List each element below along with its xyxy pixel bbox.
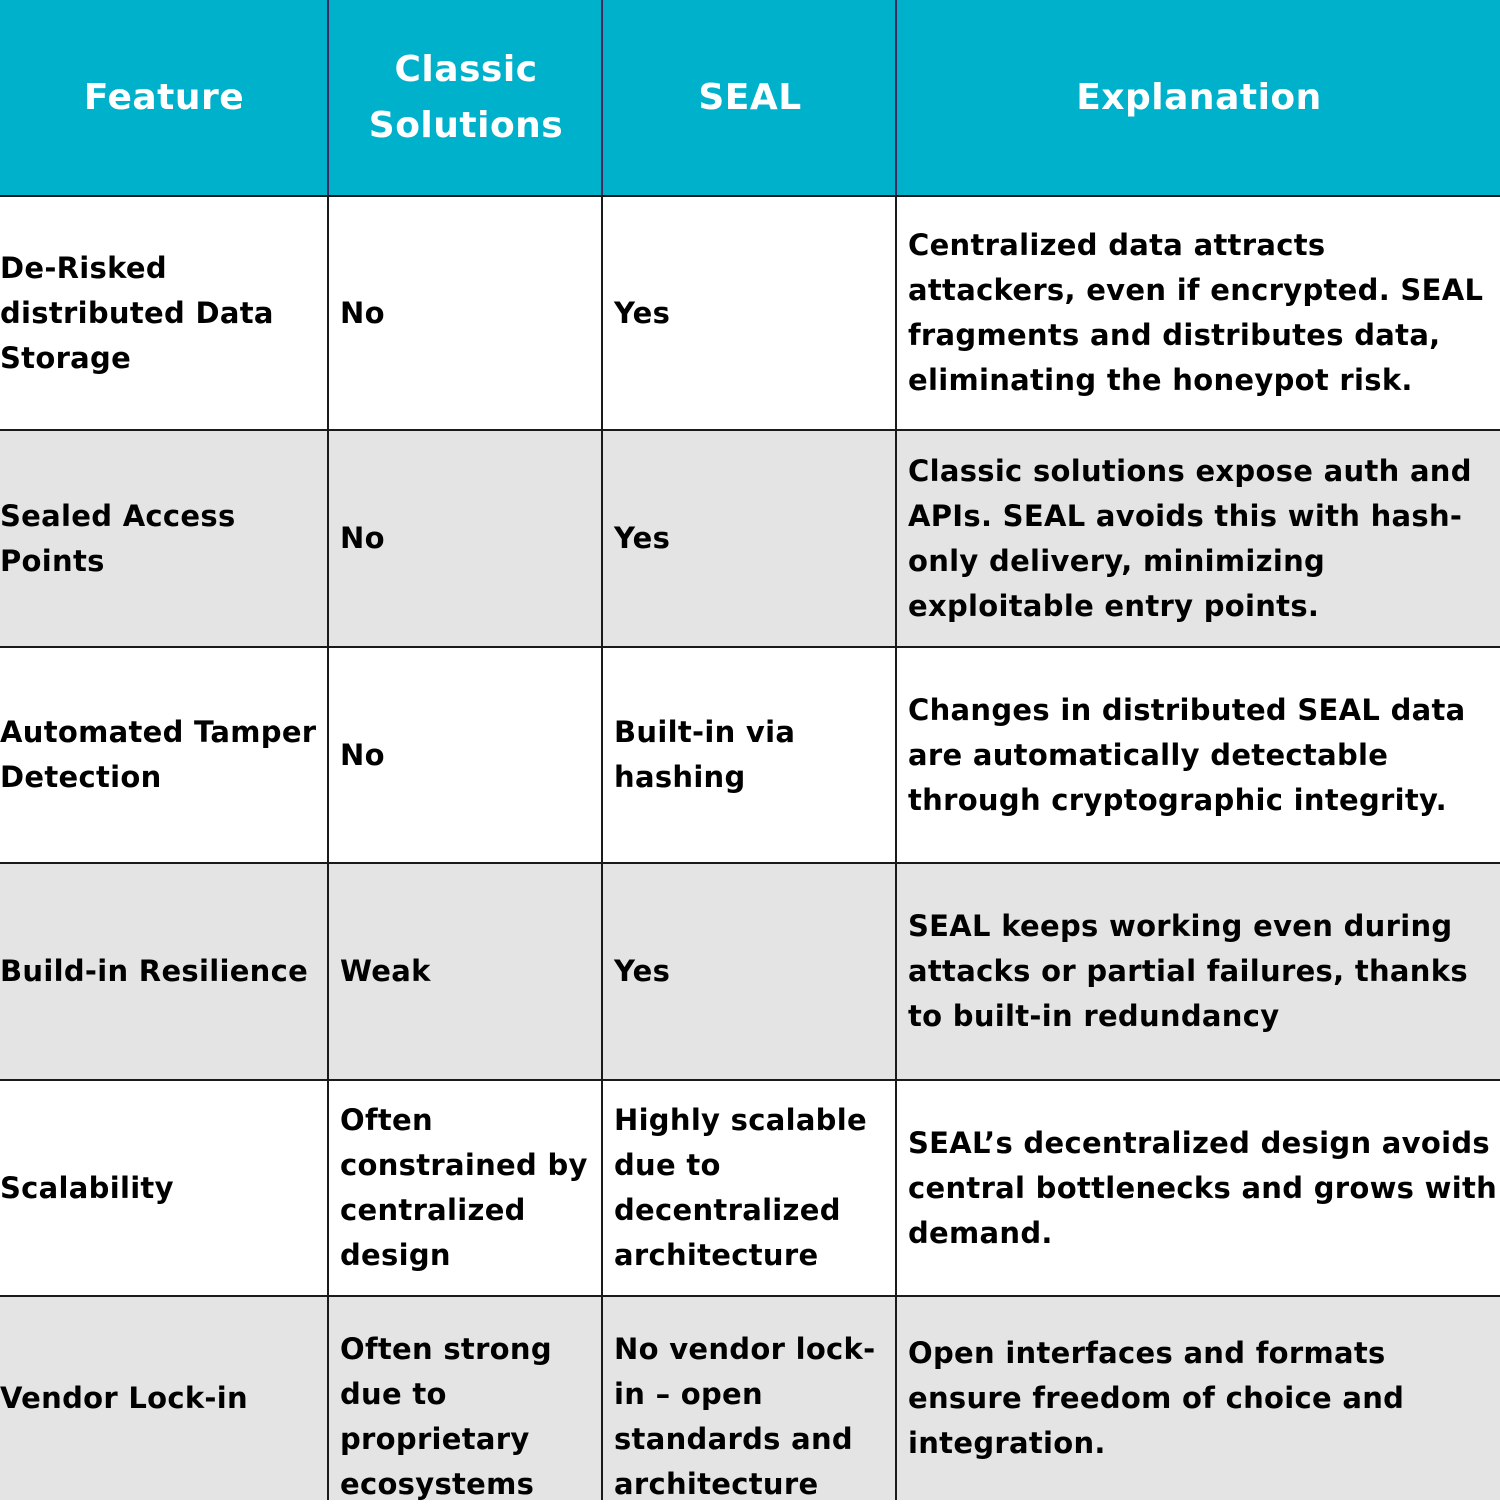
header-seal: SEAL	[698, 76, 802, 118]
explanation-cell: Changes in distributed SEAL data are automatically detectable through cryptographic integrity.	[908, 692, 1466, 817]
explanation-cell: SEAL keeps working even during attacks or partial failures, thanks to built-in redundancy	[908, 909, 1468, 1033]
column-divider	[601, 195, 603, 1500]
explanation-cell: Open interfaces and formats ensure freedom of choice and integration.	[908, 1336, 1405, 1460]
classic-cell: No	[340, 521, 385, 555]
header-divider	[327, 0, 329, 195]
explanation-cell: SEAL’s decentralized design avoids central bottlenecks and grows with demand.	[908, 1125, 1498, 1250]
header-classic-solutions: Classic Solutions	[368, 48, 564, 146]
column-divider	[327, 195, 329, 1500]
feature-cell: Sealed Access Points	[0, 498, 236, 578]
header-divider	[895, 0, 897, 195]
table-row	[0, 431, 1500, 646]
feature-cell: Automated Tamper Detection	[0, 715, 317, 794]
row-divider	[0, 1079, 1500, 1081]
header-feature: Feature	[83, 76, 245, 118]
seal-cell: Highly scalable due to decentralized architecture	[614, 1103, 867, 1272]
classic-cell: No	[340, 295, 385, 330]
header-explanation: Explanation	[1076, 76, 1322, 118]
row-divider	[0, 1295, 1500, 1297]
explanation-cell: Centralized data attracts attackers, even if encrypted. SEAL fragments and distributes data, eliminating the honeypot risk.	[908, 228, 1484, 397]
row-divider	[0, 429, 1500, 431]
row-divider	[0, 646, 1500, 648]
classic-cell: Often constrained by centralized design	[340, 1103, 588, 1272]
feature-cell: Build-in Resilience	[0, 954, 309, 988]
table-row	[0, 648, 1500, 862]
feature-cell: Scalability	[0, 1170, 174, 1205]
table-header-row	[0, 0, 1500, 195]
feature-cell: De-Risked distributed Data Storage	[0, 250, 274, 375]
row-divider	[0, 862, 1500, 864]
row-divider	[0, 195, 1500, 197]
table-row	[0, 864, 1500, 1079]
classic-cell: No	[340, 737, 385, 772]
seal-cell: No vendor lock-in – open standards and architecture	[614, 1331, 876, 1501]
table-row	[0, 197, 1500, 429]
seal-cell: Yes	[614, 954, 671, 988]
seal-cell: Yes	[614, 521, 671, 555]
explanation-cell: Classic solutions expose auth and APIs. SEAL avoids this with hash-only delivery, minimizing exploitable entry points.	[908, 453, 1472, 623]
classic-cell: Often strong due to proprietary ecosystems	[340, 1331, 552, 1501]
feature-cell: Vendor Lock-in	[0, 1381, 248, 1415]
classic-cell: Weak	[340, 954, 431, 988]
column-divider	[895, 195, 897, 1500]
table-row	[0, 1297, 1500, 1500]
seal-cell: Built-in via hashing	[614, 715, 796, 794]
header-divider	[601, 0, 603, 195]
table-row	[0, 1081, 1500, 1295]
seal-cell: Yes	[614, 295, 671, 330]
